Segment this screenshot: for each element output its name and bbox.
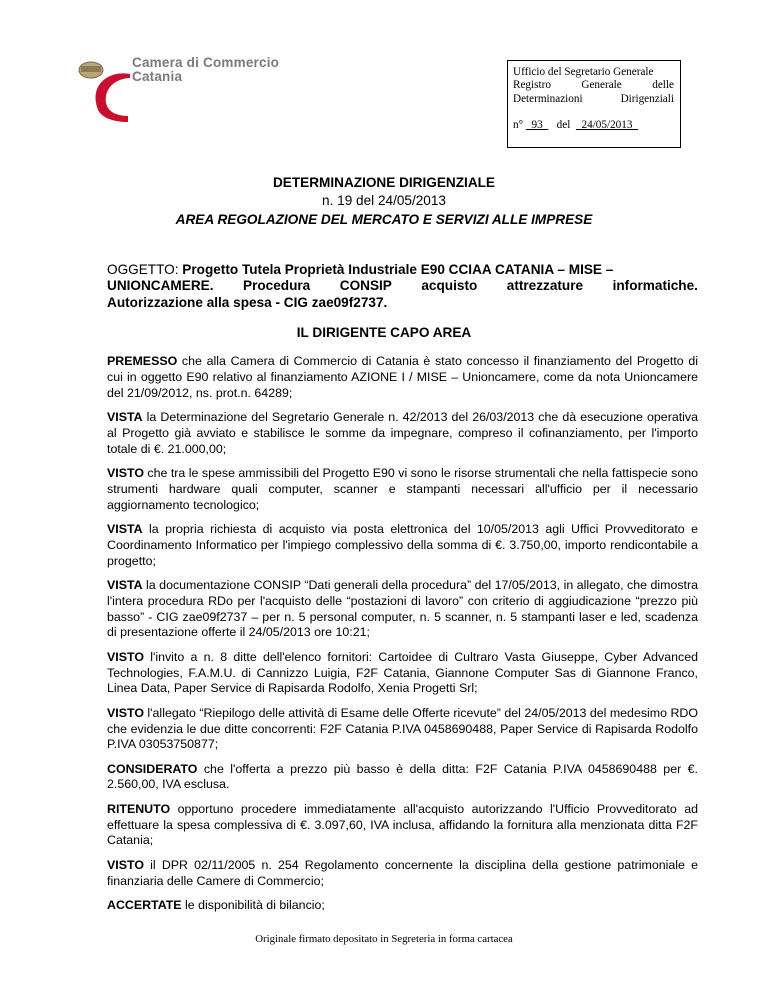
subject bbox=[107, 262, 698, 311]
logo-text bbox=[132, 56, 279, 84]
subject-line3 bbox=[107, 295, 698, 311]
paragraph-text: le disponibilità di bilancio; bbox=[181, 898, 325, 913]
subject-line2 bbox=[107, 278, 698, 294]
paragraph-lead: VISTO bbox=[107, 649, 144, 664]
subject-text: Progetto Tutela Proprietà Industriale E90 CCIAA CATANIA – MISE – bbox=[182, 262, 614, 277]
paragraph-text: che l'offerta a prezzo più basso è della ditta: F2F Catania P.IVA 0458690488 per €. 2.560,00, IVA esclusa. bbox=[107, 761, 698, 792]
paragraph-lead: VISTA bbox=[107, 577, 143, 592]
paragraph-text: che tra le spese ammissibili del Progetto E90 vi sono le risorse strumentali che nella fattispecie sono strumenti hardware quali computer, scanner e stampanti necessari all'ufficio per il necessario aggiornamento tecnologico; bbox=[107, 465, 698, 512]
register-number-line bbox=[513, 119, 674, 132]
number-label: n° bbox=[513, 119, 524, 132]
paragraph bbox=[107, 466, 698, 513]
paragraph-text: la propria richiesta di acquisto via posta elettronica del 10/05/2013 agli Uffici Provveditorato e Coordinamento Informatico per l'impiego complessivo della somma di €. 3.750,00, importo rendicontabile a progetto; bbox=[107, 521, 698, 568]
document-area: AREA REGOLAZIONE DEL MERCATO E SERVIZI ALLE IMPRESE bbox=[175, 212, 593, 227]
paragraph bbox=[107, 578, 698, 641]
chamber-emblem-icon bbox=[70, 52, 140, 124]
paragraph bbox=[107, 650, 698, 697]
paragraph-text: la Determinazione del Segretario Generale n. 42/2013 del 26/03/2013 che dà esecuzione operativa al Progetto già avviato e stabilisce le somme da impegnare, compreso il cofinanziamento, per l'importo totale di €. 21.000,00; bbox=[107, 409, 698, 456]
paragraph-text: l'allegato “Riepilogo delle attività di Esame delle Offerte ricevute” del 24/05/2013 del medesimo RDO che evidenzia le due ditte concorrenti: F2F Catania P.IVA 0458690488, Paper Service di Rapisarda Rodolfo P.IVA 03053750877; bbox=[107, 705, 698, 752]
register-word: delle bbox=[652, 79, 674, 92]
register-line3 bbox=[513, 93, 674, 106]
paragraph-text: l'invito a n. 8 ditte dell'elenco fornitori: Cartoidee di Cultraro Vasta Giuseppe, Cyber Advanced Technologies, F.A.M.U. di Cannizzo Luigia, F2F Catania, Giannone Computer Sas di Giannone Franco, Linea Data, Paper Service di Rapisarda Rodolfo, Xenia Progetti Srl; bbox=[107, 649, 698, 696]
paragraph bbox=[107, 706, 698, 753]
number-value: 93 bbox=[531, 119, 543, 132]
paragraph bbox=[107, 802, 698, 849]
paragraph-text: il DPR 02/11/2005 n. 254 Regolamento concernente la disciplina della gestione patrimoniale e finanziaria delle Camere di Commercio; bbox=[107, 857, 698, 888]
document-number: n. 19 del 24/05/2013 bbox=[322, 193, 446, 208]
paragraph-lead: VISTO bbox=[107, 465, 144, 480]
register-box bbox=[507, 60, 681, 148]
logo-line2: Catania bbox=[132, 69, 183, 84]
paragraph-lead: VISTA bbox=[107, 409, 143, 424]
paragraph bbox=[107, 354, 698, 401]
paragraph-lead: VISTA bbox=[107, 521, 143, 536]
paragraph-text: che alla Camera di Commercio di Catania è stato concesso il finanziamento del Progetto di cui in oggetto E90 relativo al finanziamento AZIONE I / MISE – Unioncamere, come da nota Unioncamere del 21/09/2012, ns. prot.n. 64289; bbox=[107, 354, 698, 400]
footer-note: Originale firmato depositato in Segreteria in forma cartacea bbox=[255, 933, 513, 945]
subject-word: informatiche. bbox=[612, 278, 698, 294]
paragraph-lead: PREMESSO bbox=[107, 354, 178, 368]
date-value: 24/05/2013 bbox=[581, 119, 633, 132]
paragraph-lead: VISTO bbox=[107, 857, 144, 872]
subject-word: Procedura bbox=[243, 278, 311, 294]
paragraph-lead: ACCERTATE bbox=[107, 898, 182, 913]
subject-word: acquisto bbox=[421, 278, 478, 294]
register-word: Dirigenziali bbox=[620, 92, 674, 105]
paragraph-lead: CONSIDERATO bbox=[107, 761, 198, 776]
paragraph-text: la documentazione CONSIP “Dati generali della procedura” del 17/05/2013, in allegato, che dimostra l'intera procedura RDo per l'acquisto delle “postazioni di lavoro” con criterio di aggiudicazione “prezzo più basso” - CIG zae09f2737 – per n. 5 personal computer, n. 5 scanner, n. 5 stampanti laser e led, scadenza di presentazione offerte il 24/05/2013 ore 10:21; bbox=[107, 577, 698, 640]
register-word: Generale bbox=[581, 79, 622, 92]
subject-word: CONSIP bbox=[339, 278, 392, 294]
register-word: Registro bbox=[513, 79, 551, 92]
document-title: DETERMINAZIONE DIRIGENZIALE bbox=[272, 175, 496, 190]
subject-line1 bbox=[107, 262, 698, 278]
paragraph-text: opportuno procedere immediatamente all'acquisto autorizzando l'Ufficio Provveditorato ad effettuare la spesa complessiva di €. 3.097,60, IVA inclusa, affidando la fornitura alla menzionata ditta F2F Catania; bbox=[107, 801, 698, 848]
register-line2 bbox=[513, 79, 674, 92]
del-label: del bbox=[556, 119, 571, 132]
logo-line1: Camera di Commercio bbox=[132, 55, 280, 70]
paragraph bbox=[107, 858, 698, 890]
section-heading: IL DIRIGENTE CAPO AREA bbox=[296, 325, 472, 340]
document-body bbox=[107, 354, 698, 922]
paragraph bbox=[107, 410, 698, 457]
subject-text: Autorizzazione alla spesa - CIG zae09f2737. bbox=[107, 294, 388, 310]
paragraph bbox=[107, 522, 698, 569]
register-office: Ufficio del Segretario Generale bbox=[513, 66, 654, 78]
paragraph bbox=[107, 898, 698, 914]
subject-word: UNIONCAMERE. bbox=[107, 278, 214, 294]
paragraph-lead: RITENUTO bbox=[107, 801, 171, 816]
register-word: Determinazioni bbox=[513, 92, 583, 105]
paragraph-lead: VISTO bbox=[107, 705, 144, 720]
subject-label: OGGETTO: bbox=[107, 262, 183, 277]
subject-word: attrezzature bbox=[506, 278, 584, 294]
paragraph bbox=[107, 762, 698, 794]
